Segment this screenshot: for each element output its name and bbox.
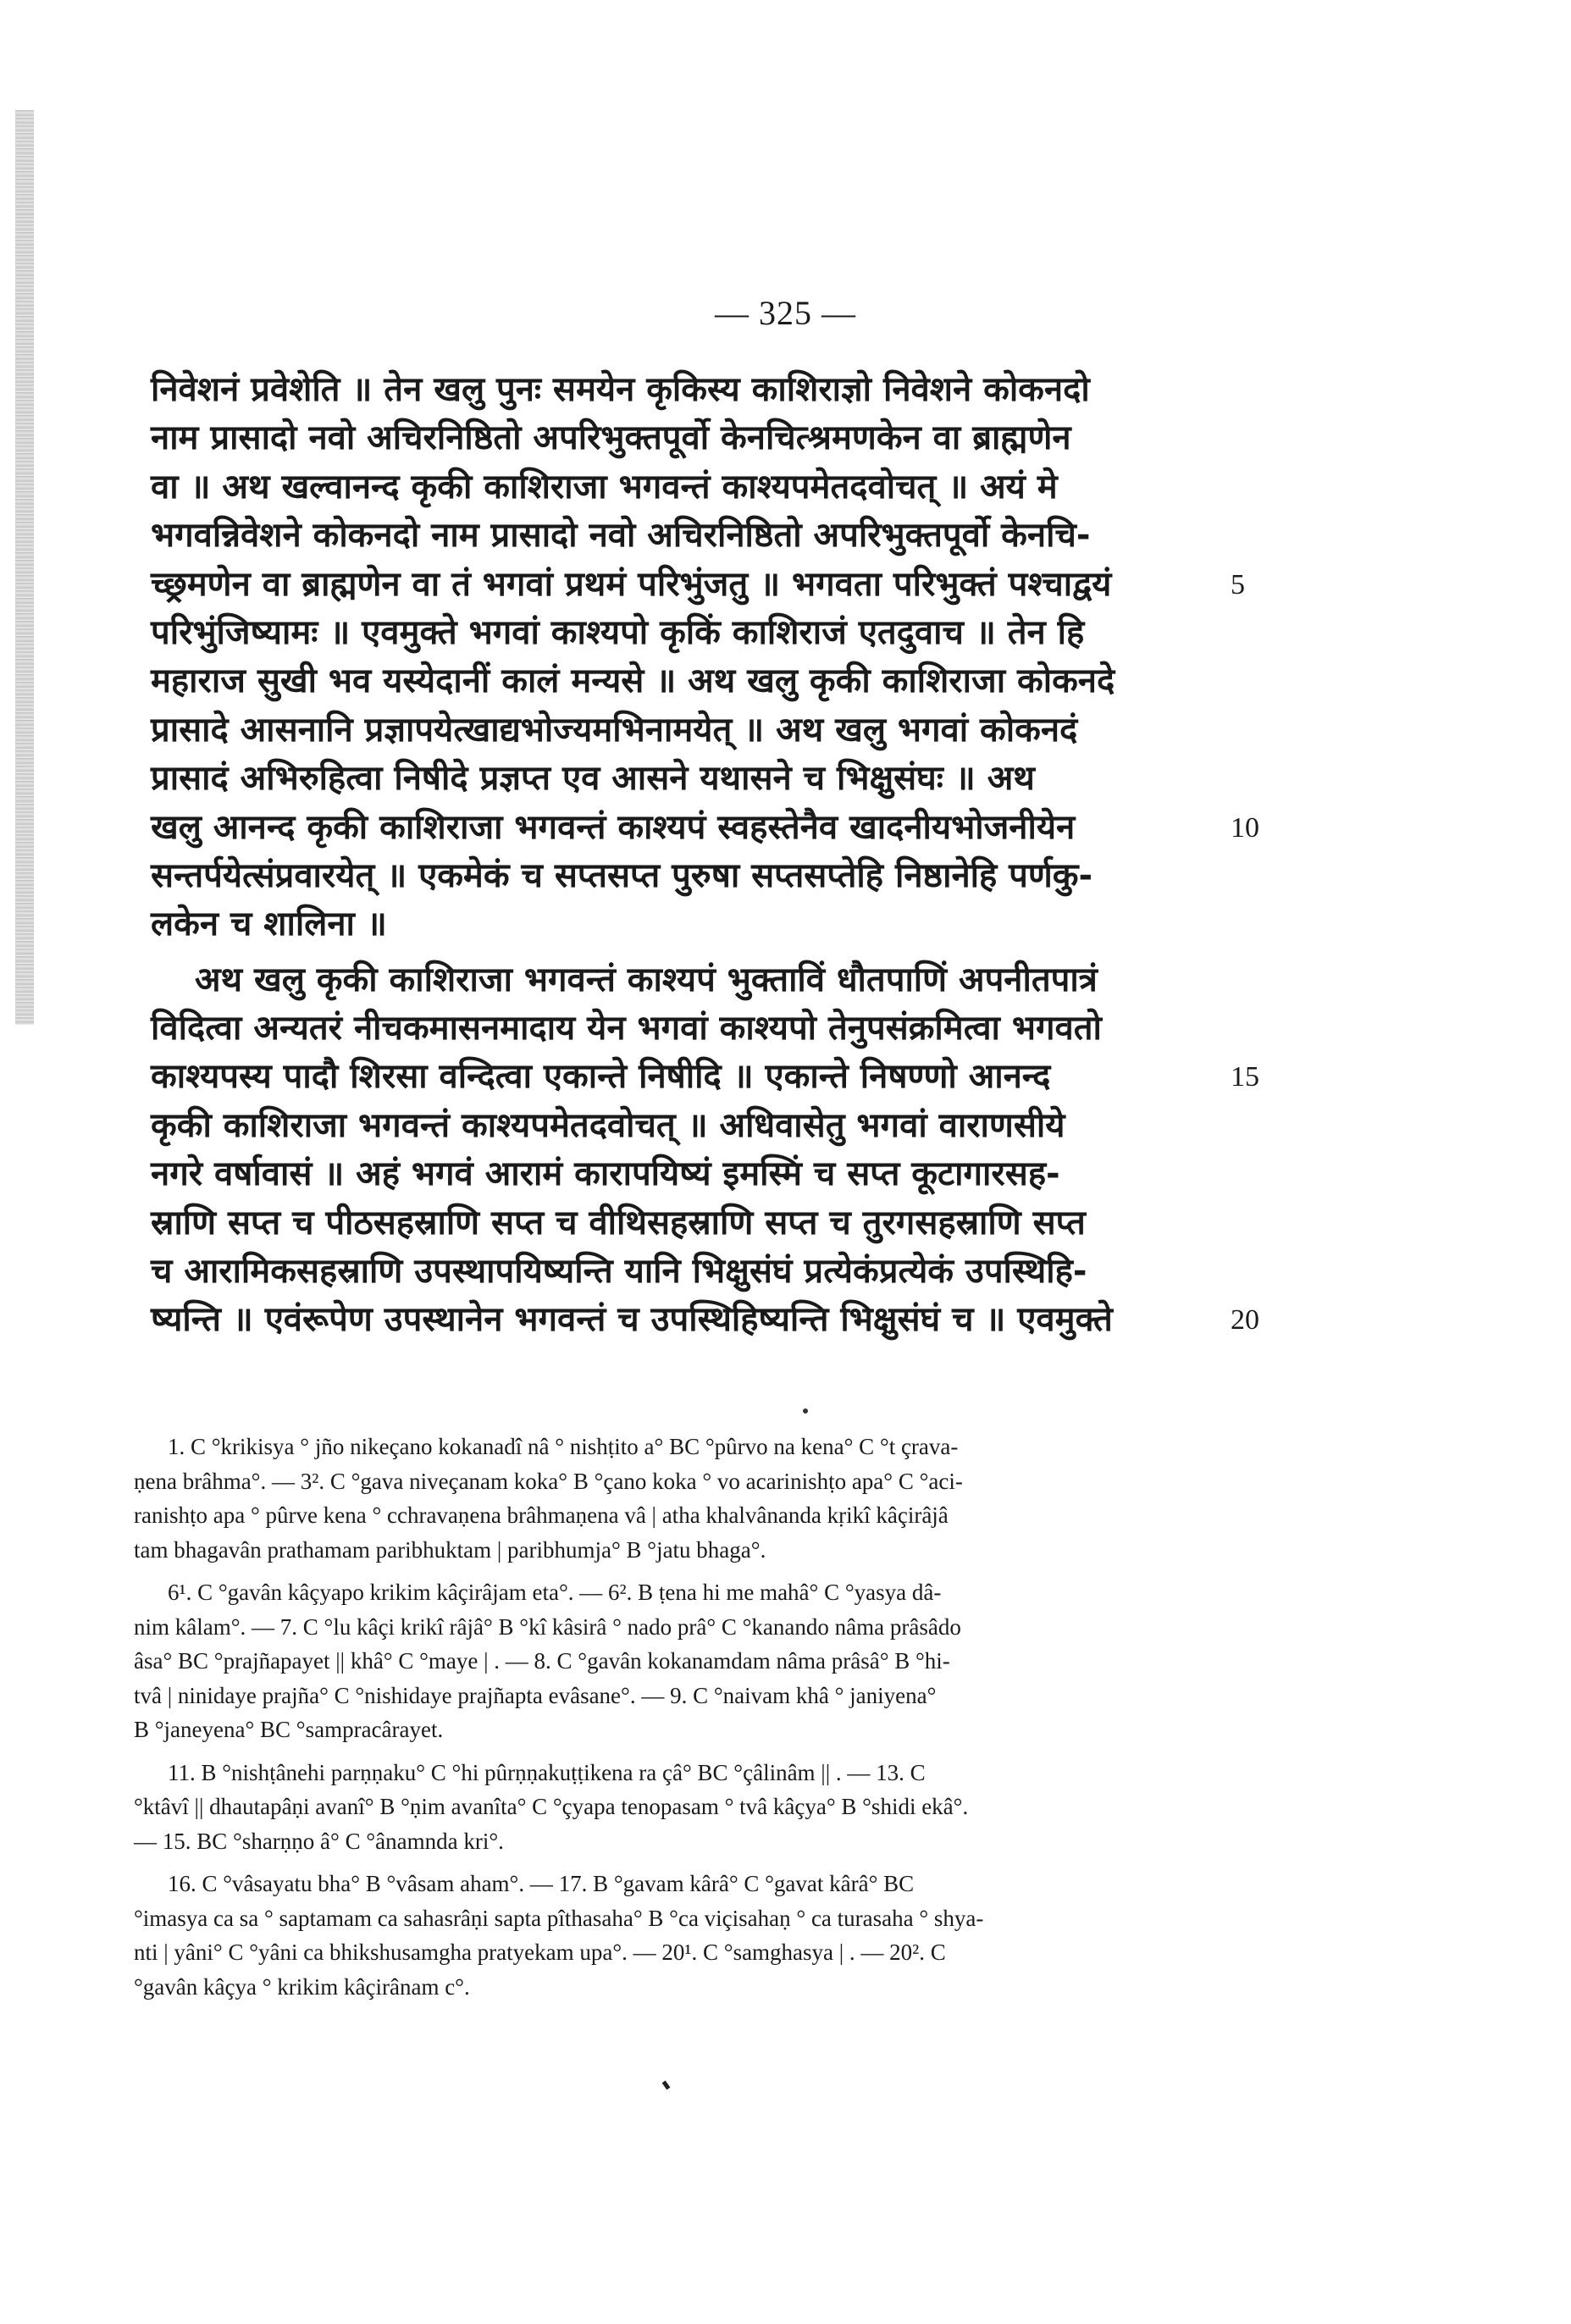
- text-line-content: परिभुंजिष्यामः ॥ एवमुक्ते भगवां काश्यपो कृकिं काशिराजं एतदुवाच ॥ तेन हि: [151, 612, 1085, 652]
- footnote-line: âsa° BC °prajñapayet || khâ° C °maye | . — 8. C °gavân kokanamdam nâma prâsâ° B °hi-: [134, 1648, 950, 1674]
- text-line: [151, 609, 1252, 657]
- text-line: [151, 414, 1252, 462]
- text-line-content: वा ॥ अथ खल्वानन्द कृकी काशिराजा भगवन्तं काश्यपमेतदवोचत् ॥ अयं मे: [151, 467, 1058, 506]
- footnote-line: °imasya ca sa ° saptamam ca sahasrâṇi sapta pîthasaha° B °ca viçisahaṇ ° ca turasaha ° shya-: [134, 1905, 984, 1931]
- text-line: [151, 1296, 1259, 1344]
- text-line-content: ष्यन्ति ॥ एवंरूपेण उपस्थानेन भगवन्तं च उपस्थिहिष्यन्ति भिक्षुसंघं च ॥ एवमुक्ते: [151, 1300, 1113, 1340]
- text-line-content: महाराज सुखी भव यस्येदानीं कालं मन्यसे ॥ अथ खलु कृकी काशिराजा कोकनदे: [151, 661, 1115, 701]
- footnotes-block: [134, 1430, 1243, 2004]
- sanskrit-text-block: [151, 366, 1259, 1345]
- text-line: [151, 706, 1252, 755]
- footnote-line: nim kâlam°. — 7. C °lu kâçi krikî râjâ° B °kî kâsirâ ° nado prâ° C °kanando nâma prâsâdo: [134, 1613, 961, 1640]
- text-line-content: लकेन च शालिना ॥: [151, 905, 387, 944]
- text-line-content: भगवन्निवेशने कोकनदो नाम प्रासादो नवो अचिरनिष्ठितो अपरिभुक्तपूर्वो केनचि-: [151, 516, 1091, 556]
- footnote-line: 6¹. C °gavân kâçyapo krikim kâçirâjam eta°. — 6². B ṭena hi me mahâ° C °yasya dâ-: [168, 1580, 942, 1605]
- footnote-line: °ktâvî || dhautapâṇi avanî° B °ṇim avanîta° C °çyapa tenopasam ° tvâ kâçya° B °shidi ekâ°.: [134, 1794, 969, 1819]
- text-line-content: च्छ्रमणेन वा ब्राह्मणेन वा तं भगवां प्रथमं परिभुंजतु ॥ भगवता परिभुक्तं पश्चाद्वयं: [151, 564, 1112, 604]
- footnote-line: 11. B °nishṭânehi parṇṇaku° C °hi pûrṇṇakuṭṭikena ra çâ° BC °çâlinâm || . — 13. C: [168, 1759, 926, 1785]
- text-line: [151, 900, 1252, 949]
- text-line-content: नगरे वर्षावासं ॥ अहं भगवं आरामं कारापयिष्यं इमस्मिं च सप्त कूटागारसह-: [151, 1154, 1060, 1194]
- line-number: 10: [1231, 811, 1259, 844]
- footnote-line: °gavân kâçya ° krikim kâçirânam c°.: [134, 1973, 470, 2000]
- text-line-content: प्रासादं अभिरुहित्वा निषीदे प्रज्ञप्त एव आसने यथासने च भिक्षुसंघः ॥ अथ: [151, 759, 1035, 799]
- text-line-content: निवेशनं प्रवेशेति ॥ तेन खलु पुनः समयेन कृकिस्य काशिराज्ञो निवेशने कोकनदो: [151, 370, 1090, 409]
- text-line: [151, 1102, 1252, 1150]
- footnote-line: tvâ | ninidaye prajña° C °nishidaye prajñapta evâsane°. — 9. C °naivam khâ ° janiyena°: [134, 1682, 937, 1708]
- footnote-gap: [134, 1567, 1243, 1575]
- text-line-content: सन्तर्पयेत्संप्रवारयेत् ॥ एकमेकं च सप्तसप्त पुरुषा सप्तसप्तेहि निष्ठानेहि पर्णकु-: [151, 855, 1093, 895]
- text-line-content: अथ खलु कृकी काशिराजा भगवन्तं काश्यपं भुक्ताविं धौतपाणिं अपनीतपात्रं: [195, 960, 1098, 999]
- line-number: 20: [1231, 1304, 1259, 1336]
- scanned-page-edge: [15, 110, 34, 1025]
- text-line-content: च आरामिकसहस्राणि उपस्थापयिष्यन्ति यानि भिक्षुसंघं प्रत्येकंप्रत्येकं उपस्थिहि-: [151, 1252, 1087, 1292]
- text-line: [151, 1150, 1252, 1198]
- text-line: [151, 366, 1252, 414]
- text-line-content: प्रासादे आसनानि प्रज्ञापयेत्खाद्यभोज्यमभिनामयेत् ॥ अथ खलु भगवां कोकनदं: [151, 710, 1078, 750]
- text-line-content: खलु आनन्द कृकी काशिराजा भगवन्तं काश्यपं स्वहस्तेनैव खादनीयभोजनीयेन: [151, 807, 1076, 847]
- footnote-line: ṇena brâhma°. — 3². C °gava niveçanam koka° B °çano koka ° vo acarinishṭo apa° C °aci-: [134, 1468, 963, 1494]
- text-line: [151, 852, 1252, 900]
- text-line-content: स्राणि सप्त च पीठसहस्राणि सप्त च वीथिसहस्राणि सप्त च तुरगसहस्राणि सप्त: [151, 1203, 1086, 1242]
- page-number: — 325 —: [715, 294, 856, 332]
- footnote-line: — 15. BC °sharṇṇo â° C °ânamnda kri°.: [134, 1828, 504, 1854]
- text-line-content: विदित्वा अन्यतरं नीचकमासनमादाय येन भगवां काश्यपो तेनुपसंक्रमित्वा भगवतो: [151, 1009, 1102, 1049]
- footnote-line: B °janeyena° BC °sampracârayet.: [134, 1717, 444, 1742]
- text-line: [151, 1199, 1252, 1248]
- text-line: [151, 956, 1252, 1004]
- footnote-line: ranishṭo apa ° pûrve kena ° cchravaṇena brâhmaṇena vâ | atha khalvânanda kṛikî kâçirâjâ: [134, 1502, 949, 1528]
- text-line: [151, 1004, 1252, 1053]
- text-line: [151, 463, 1252, 512]
- text-line: [151, 1053, 1259, 1101]
- footnote-gap: [134, 1747, 1243, 1756]
- line-number: 5: [1231, 568, 1245, 600]
- text-line: [151, 561, 1252, 609]
- footnote-line: nti | yâni° C °yâni ca bhikshusamgha pratyekam upa°. — 20¹. C °samghasya | . — 20². C: [134, 1939, 946, 1965]
- text-line: [151, 512, 1252, 560]
- footnote-line: 16. C °vâsayatu bha° B °vâsam aham°. — 17. B °gavam kârâ° C °gavat kârâ° BC: [168, 1871, 915, 1896]
- paragraph-break: [151, 949, 1252, 956]
- text-line-content: नाम प्रासादो नवो अचिरनिष्ठितो अपरिभुक्तपूर्वो केनचित्श्रमणकेन वा ब्राह्मणेन: [151, 418, 1071, 458]
- text-line: [151, 1248, 1252, 1296]
- footnote-gap: [134, 1858, 1243, 1867]
- footnote-separator: [803, 1408, 808, 1414]
- footnote-line: tam bhagavân prathamam paribhuktam | paribhumja° B °jatu bhaga°.: [134, 1536, 766, 1563]
- text-line: [151, 804, 1259, 852]
- text-line: [151, 755, 1252, 803]
- line-number: 15: [1231, 1061, 1259, 1093]
- text-line: [151, 657, 1252, 706]
- text-line-content: कृकी काशिराजा भगवन्तं काश्यपमेतदवोचत् ॥ अधिवासेतु भगवां वाराणसीये: [151, 1105, 1065, 1145]
- text-line-content: काश्यपस्य पादौ शिरसा वन्दित्वा एकान्ते निषीदि ॥ एकान्ते निषण्णो आनन्द: [151, 1057, 1051, 1097]
- ink-blot: [662, 2080, 671, 2089]
- footnote-line: 1. C °krikisya ° jño nikeçano kokanadî nâ ° nishṭito a° BC °pûrvo na kena° C °t çrava-: [168, 1434, 959, 1459]
